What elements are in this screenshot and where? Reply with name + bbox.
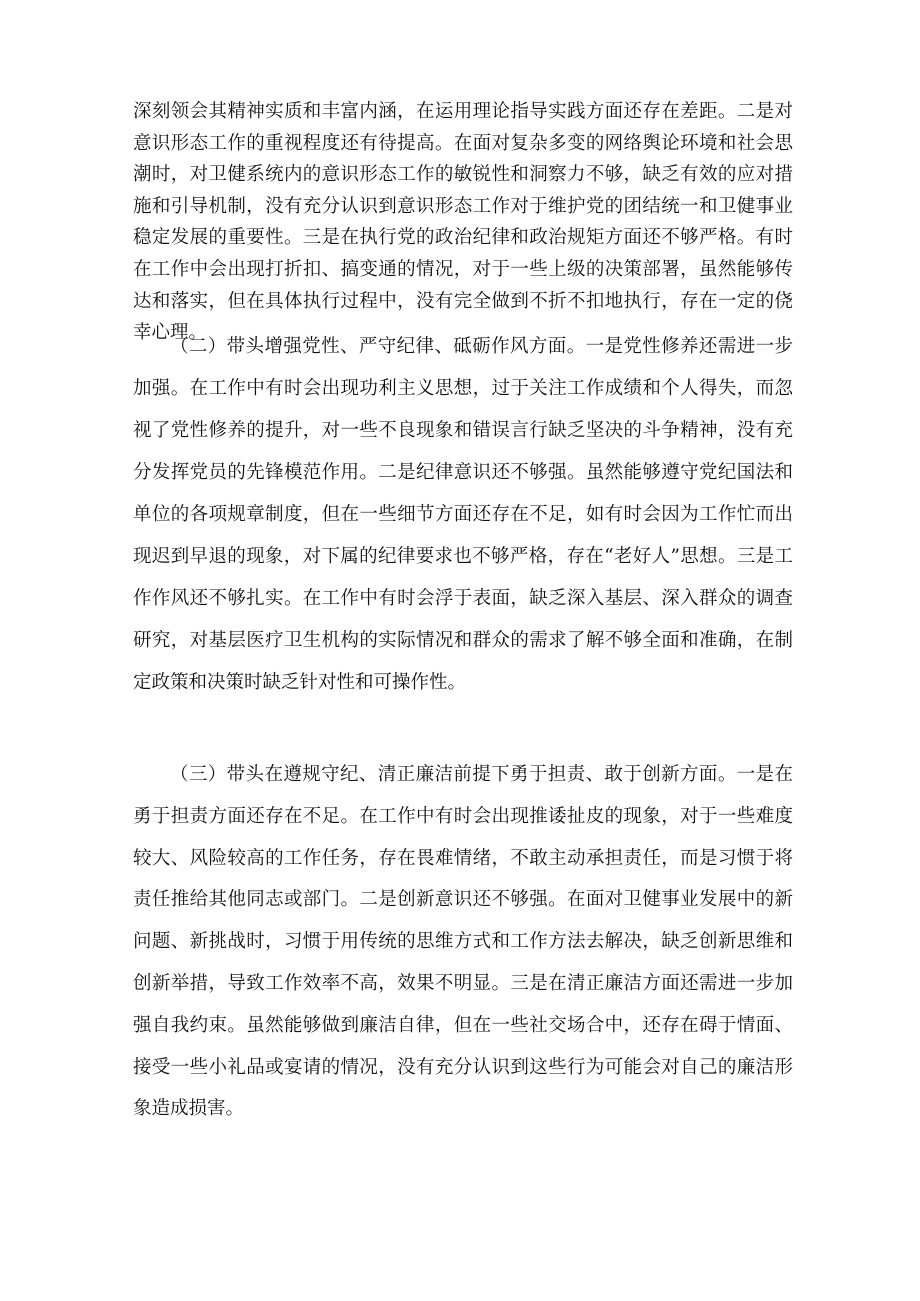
- paragraph-section-three: （三）带头在遵规守纪、清正廉洁前提下勇于担责、敢于创新方面。一是在勇于担责方面还存在不足。在工作中有时会出现推诿扯皮的现象，对于一些难度较大、风险较高的工作任务，存在畏难情绪，不敢主动承担责任，而是习惯于将责任推给其他同志或部门。二是创新意识还不够强。在面对卫健事业发展中的新问题、新挑战时，习惯于用传统的思维方式和工作方法去解决，缺乏创新思维和创新举措，导致工作效率不高，效果不明显。三是在清正廉洁方面还需进一步加强自我约束。虽然能够做到廉洁自律，但在一些社交场合中，还存在碍于情面、接受一些小礼品或宴请的情况，没有充分认识到这些行为可能会对自己的廉洁形象造成损害。: [133, 764, 793, 1120]
- paragraph-section-two: （二）带头增强党性、严守纪律、砥砺作风方面。一是党性修养还需进一步加强。在工作中有时会出现功利主义思想，过于关注工作成绩和个人得失，而忽视了党性修养的提升，对一些不良现象和错误言行缺乏坚决的斗争精神，没有充分发挥党员的先锋模范作用。二是纪律意识还不够强。虽然能够遵守党纪国法和单位的各项规章制度，但在一些细节方面还存在不足，如有时会因为工作忙而出现迟到早退的现象，对下属的纪律要求也不够严格，存在“老好人”思想。三是工作作风还不够扎实。在工作中有时会浮于表面，缺乏深入基层、深入群众的调查研究，对基层医疗卫生机构的实际情况和群众的需求了解不够全面和准确，在制定政策和决策时缺乏针对性和可操作性。: [133, 336, 793, 693]
- paragraph-continuation: 深刻领会其精神实质和丰富内涵，在运用理论指导实践方面还存在差距。二是对意识形态工作的重视程度还有待提高。在面对复杂多变的网络舆论环境和社会思潮时，对卫健系统内的意识形态工作的敏锐性和洞察力不够，缺乏有效的应对措施和引导机制，没有充分认识到意识形态工作对于维护党的团结统一和卫健事业稳定发展的重要性。三是在执行党的政治纪律和政治规矩方面还不够严格。有时在工作中会出现打折扣、搞变通的情况，对于一些上级的决策部署，虽然能够传达和落实，但在具体执行过程中，没有完全做到不折不扣地执行，存在一定的侥幸心理。: [133, 101, 793, 344]
